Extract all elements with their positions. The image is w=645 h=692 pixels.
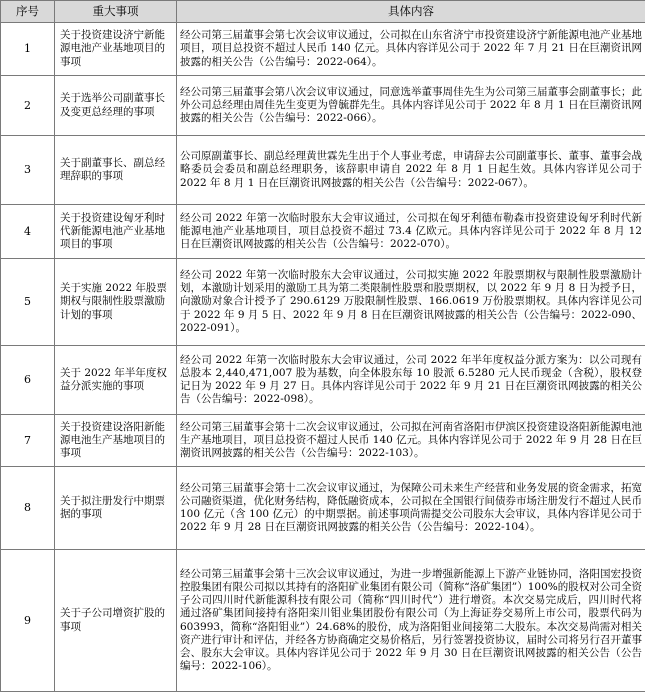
row-event: 关于 2022 年半年度权益分派实施的事项 (55, 346, 177, 415)
table-row (1, 550, 645, 692)
row-seq: 8 (1, 467, 55, 550)
header-seq: 序号 (1, 1, 55, 23)
row-content: 经公司第三届董事会第八次会议审议通过，同意选举董事周佳先生为公司第三届董事会副董事长；此外公司总经理由周佳先生变更为曾毓群先生。具体内容详见公司于 2022 年 8 月 1 日在巨潮资讯网披露的相关公告（公告编号：2022-066）。 (177, 76, 645, 136)
table-row (1, 205, 645, 259)
row-content: 公司原副董事长、副总经理黄世霖先生出于个人事业考虑，申请辞去公司副董事长、董事、董事会战略委员会委员和副总经理职务，该辞职申请自 2022 年 8 月 1 日起生效。具体内容详见公司于 2022 年 8 月 1 日在巨潮资讯网披露的相关公告（公告编号：2022-067）。 (177, 136, 645, 205)
row-event: 关于子公司增资扩股的事项 (55, 550, 177, 692)
table-row (1, 467, 645, 550)
row-seq: 4 (1, 205, 55, 259)
row-content: 经公司第三届董事会第十二次会议审议通过，为保障公司未来生产经营和业务发展的资金需求，拓宽公司融资渠道，优化财务结构，降低融资成本，公司拟在全国银行间债券市场注册发行不超过人民币 100 亿元（含 100 亿元）的中期票据。前述事项尚需提交公司股东大会审议，具体内容详见公司于 2022 年 9 月 28 日在巨潮资讯网披露的相关公告（公告编号：2022-104）。 (177, 467, 645, 550)
row-content: 经公司第三届董事会第七次会议审议通过，公司拟在山东省济宁市投资建设济宁新能源电池产业基地项目，项目总投资不超过人民币 140 亿元。具体内容详见公司于 2022 年 7 月 21 日在巨潮资讯网披露的相关公告（公告编号：2022-064）。 (177, 23, 645, 76)
row-content: 经公司 2022 年第一次临时股东大会审议通过，公司 2022 年半年度权益分派方案为：以公司现有总股本 2,440,471,007 股为基数，向全体股东每 10 股派 6.5280 元人民币现金（含税），股权登记日为 2022 年 9 月 27 日。具体内容详见公司于 2022 年 9 月 21 日在巨潮资讯网披露的相关公告（公告编号：2022-098）。 (177, 346, 645, 415)
row-seq: 5 (1, 259, 55, 346)
row-content: 经公司第三届董事会第十三次会议审议通过，为进一步增强新能源上下游产业链协同，洛阳国宏投资控股集团有限公司拟以其持有的洛阳矿业集团有限公司（简称“洛矿集团”）100%的股权对公司全资子公司四川时代新能源科技有限公司（简称“四川时代”）进行增资。本次交易完成后，四川时代将通过洛矿集团间接持有洛阳栾川钼业集团股份有限公司（为上海证券交易所上市公司，股票代码为 603993，简称“洛阳钼业”）24.68%的股份，成为洛阳钼业间接第二大股东。本次交易尚需对相关资产进行审计和评估，并经各方协商确定交易价格后，另行签署投资协议，届时公司将另行召开董事会、股东大会审议。具体内容详见公司于 2022 年 9 月 30 日在巨潮资讯网披露的相关公告（公告编号：2022-106）。 (177, 550, 645, 692)
row-seq: 1 (1, 23, 55, 76)
row-event: 关于选举公司副董事长及变更总经理的事项 (55, 76, 177, 136)
table-row (1, 136, 645, 205)
row-event: 关于投资建设济宁新能源电池产业基地项目的事项 (55, 23, 177, 76)
row-event: 关于拟注册发行中期票据的事项 (55, 467, 177, 550)
row-event: 关于副董事长、副总经理辞职的事项 (55, 136, 177, 205)
table-row (1, 76, 645, 136)
table-row (1, 259, 645, 346)
row-seq: 9 (1, 550, 55, 692)
row-seq: 7 (1, 415, 55, 467)
row-content: 经公司 2022 年第一次临时股东大会审议通过，公司拟在匈牙利德布勒森市投资建设匈牙利时代新能源电池产业基地项目，项目总投资不超过 73.4 亿欧元。具体内容详见公司于 2022 年 8 月 12 日在巨潮资讯网披露的相关公告（公告编号：2022-070）。 (177, 205, 645, 259)
row-content: 经公司 2022 年第一次临时股东大会审议通过，公司拟实施 2022 年股票期权与限制性股票激励计划，本激励计划采用的激励工具为第二类限制性股票和股票期权，以 2022 年 9 月 8 日为授予日，向激励对象合计授予了 290.6129 万股限制性股票、166.0619 万份股票期权。具体内容详见公司于 2022 年 9 月 5 日、2022 年 9 月 8 日在巨潮资讯网披露的相关公告（公告编号：2022-090、2022-091）。 (177, 259, 645, 346)
header-event: 重大事项 (55, 1, 177, 23)
row-event: 关于投资建设洛阳新能源电池生产基地项目的事项 (55, 415, 177, 467)
row-seq: 6 (1, 346, 55, 415)
row-event: 关于投资建设匈牙利时代新能源电池产业基地项目的事项 (55, 205, 177, 259)
table-row (1, 346, 645, 415)
header-content: 具体内容 (177, 1, 645, 23)
table-row (1, 23, 645, 76)
row-seq: 2 (1, 76, 55, 136)
row-seq: 3 (1, 136, 55, 205)
row-content: 经公司第三届董事会第十二次会议审议通过，公司拟在河南省洛阳市伊滨区投资建设洛阳新能源电池生产基地项目，项目总投资不超过人民币 140 亿元。具体内容详见公司于 2022 年 9 月 28 日在巨潮资讯网披露的相关公告（公告编号：2022-103）。 (177, 415, 645, 467)
row-event: 关于实施 2022 年股票期权与限制性股票激励计划的事项 (55, 259, 177, 346)
table-row (1, 415, 645, 467)
table-header-row (1, 1, 645, 23)
